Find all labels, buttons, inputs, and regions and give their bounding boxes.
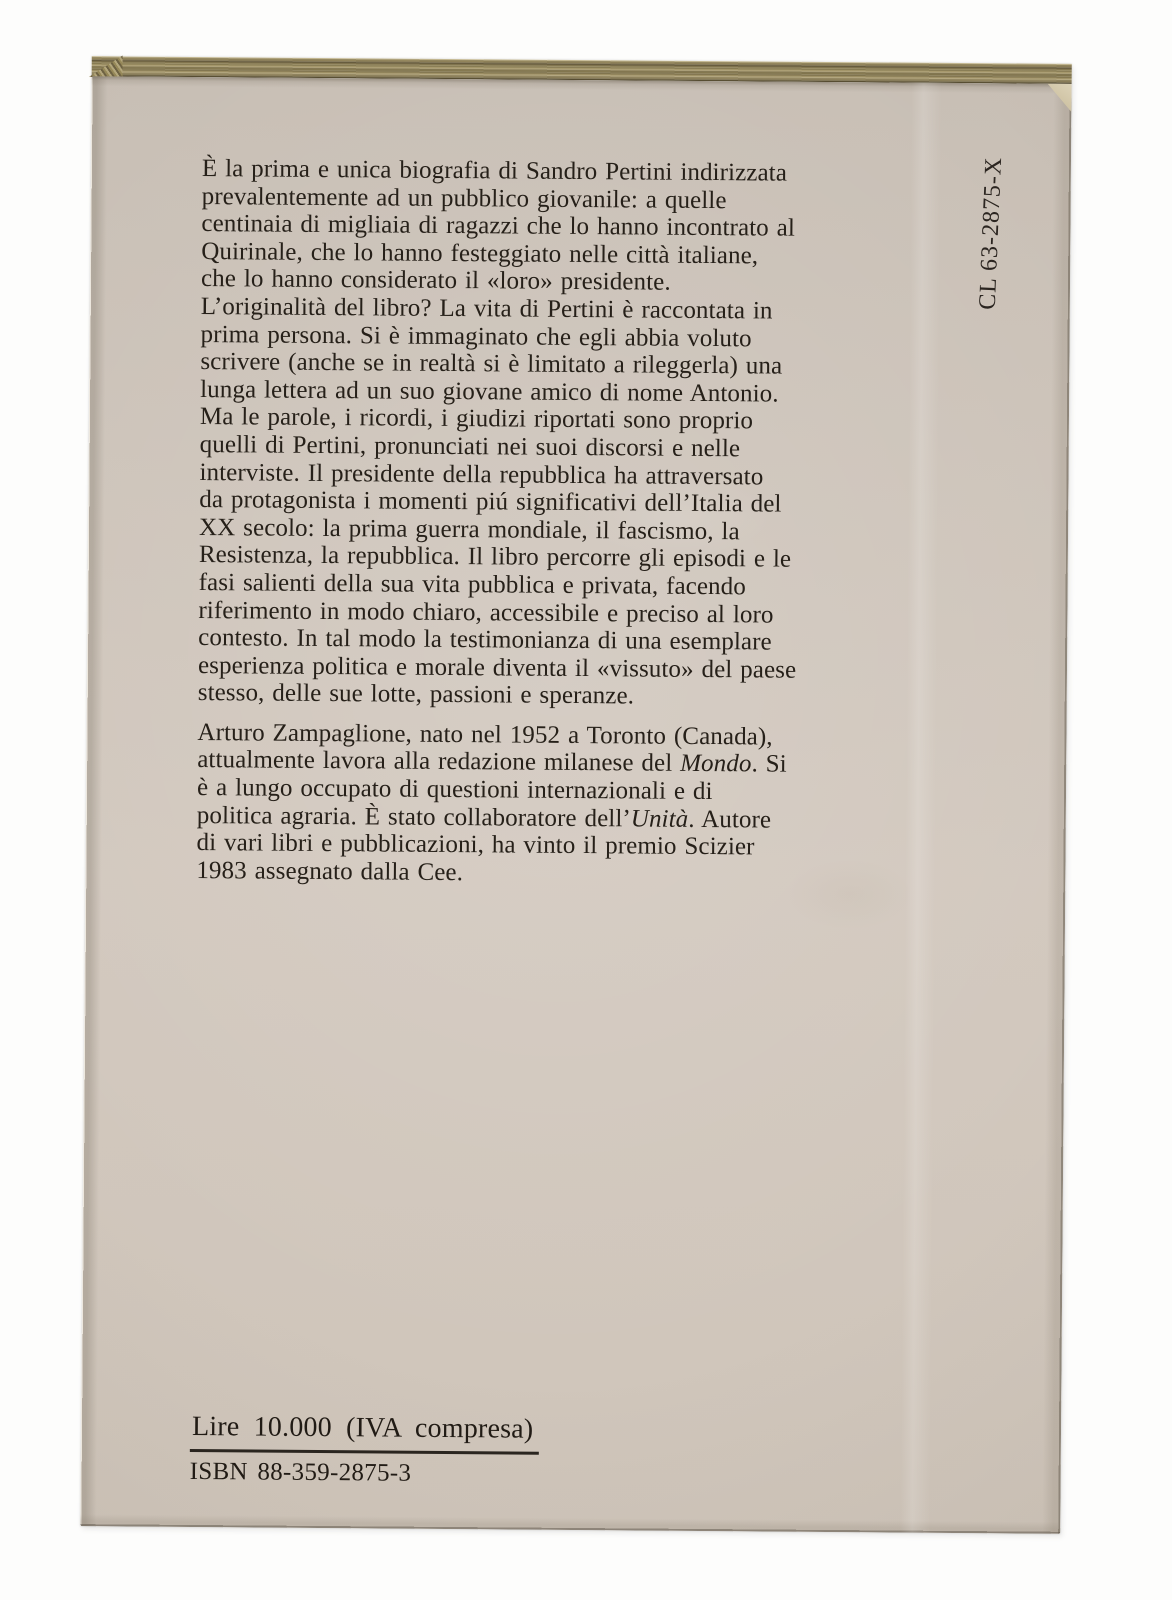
corner-fold (1047, 84, 1071, 112)
blurb-line: È la prima e unica biografia di Sandro Pertini indirizzata (201, 155, 788, 187)
blurb-line: XX secolo: la prima guerra mondiale, il fascismo, la (198, 513, 740, 545)
blurb-line: attualmente lavora alla redazione milanese del Mondo. Si (197, 746, 787, 779)
blurb-line: Quirinale, che lo hanno festeggiato nelle città italiane, (201, 237, 759, 270)
blurb-line: esperienza politica e morale diventa il «vissuto» del paese (197, 651, 797, 684)
blurb-line: stesso, delle sue lotte, passioni e speranze. (197, 679, 635, 710)
price-block (190, 1411, 540, 1489)
blurb-line: L’originalità del libro? La vita di Pertini è raccontata in (200, 293, 773, 325)
blurb-line: scrivere (anche se in realtà si è limitato a rileggerla) una (200, 348, 783, 380)
blurb-line: di vari libri e pubblicazioni, ha vinto il premio Scizier (196, 829, 755, 861)
blurb-line: politica agraria. È stato collaboratore dell’Unità. Autore (196, 801, 772, 834)
blurb-line: Arturo Zampaglione, nato nel 1952 a Toronto (Canada), (197, 718, 773, 751)
blurb-paragraph (198, 155, 902, 712)
blurb-line: riferimento in modo chiaro, accessibile e preciso al loro (198, 596, 774, 629)
blurb-line: contesto. In tal modo la testimonianza di una esemplare (198, 624, 772, 656)
blurb-line: lunga lettera ad un suo giovane amico di nome Antonio. (200, 375, 779, 408)
blurb-text (196, 155, 902, 890)
blurb-line: che lo hanno considerato il «loro» presidente. (200, 265, 671, 297)
blurb-line: da protagonista i momenti piú significativi dell’Italia del (199, 486, 782, 518)
blurb-line: fasi salienti della sua vita pubblica e privata, facendo (198, 568, 747, 601)
blurb-line: prima persona. Si è immaginato che egli abbia voluto (200, 320, 752, 352)
blurb-line: interviste. Il presidente della repubblica ha attraversato (199, 458, 764, 490)
blurb-line: Ma le parole, i ricordi, i giudizi riportati sono proprio (199, 403, 754, 435)
cover-surface (80, 76, 1071, 1534)
page-edges-corner-left (89, 55, 123, 77)
blurb-line: 1983 assegnato dalla Cee. (196, 856, 464, 886)
blurb-line: è a lungo occupato di questioni internazionali e di (196, 774, 713, 806)
blurb-line: Resistenza, la repubblica. Il libro percorre gli episodi e le (198, 541, 792, 573)
blurb-line: prevalentemente ad un pubblico giovanile: a quelle (201, 182, 727, 214)
spine-code: CL 63-2875-X (974, 156, 1008, 311)
price-text: Lire 10.000 (IVA compresa) (190, 1411, 540, 1455)
blurb-line: quelli di Pertini, pronunciati nei suoi discorsi e nelle (199, 430, 741, 463)
isbn-text: ISBN 88-359-2875-3 (189, 1457, 412, 1487)
book-back-cover (80, 56, 1072, 1534)
blurb-line: centinaia di migliaia di ragazzi che lo hanno incontrato al (201, 210, 796, 242)
blurb-paragraph (196, 719, 897, 890)
